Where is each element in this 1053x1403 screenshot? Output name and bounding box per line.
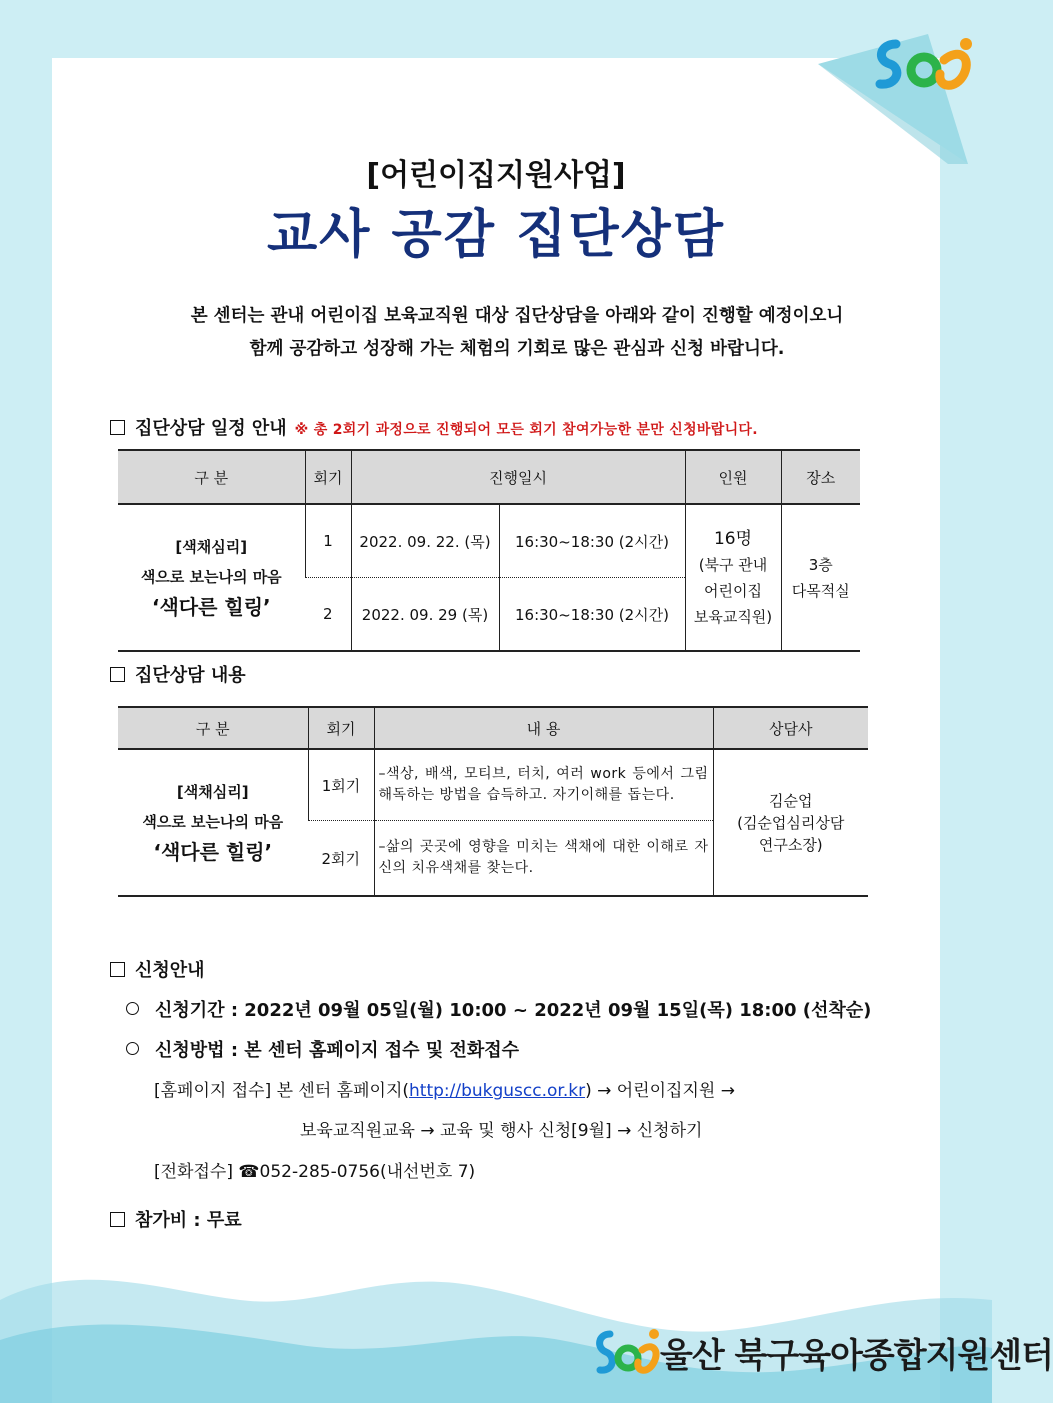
intro-text <box>0 300 1034 366</box>
apply-method <box>126 1036 519 1062</box>
schedule-heading <box>110 414 758 440</box>
intro-line-2: 함께 공감하고 성장해 가는 체험의 기회로 많은 관심과 신청 바랍니다. <box>249 339 785 359</box>
category-title: ‘색다른 힐링’ <box>153 839 273 864</box>
page-title: 교사 공감 집단상담 <box>266 205 726 265</box>
content-header-content: 내 용 <box>374 707 713 749</box>
session-1-date: 2022. 09. 22. (목) <box>351 504 499 578</box>
people-count: 16명 <box>713 528 753 549</box>
content-table <box>118 706 868 897</box>
checkbox-square-icon <box>110 420 125 435</box>
counselor-name: 김순업 <box>769 791 813 810</box>
apply-method-text: 신청방법 : 본 센터 홈페이지 접수 및 전화접수 <box>155 1040 520 1061</box>
category-subtitle: 색으로 보는나의 마음 <box>142 812 284 831</box>
content-header-category: 구 분 <box>118 707 308 749</box>
category-tag: [색채심리] <box>175 537 248 556</box>
schedule-header-datetime: 진행일시 <box>351 450 685 504</box>
schedule-note: ※ 총 2회기 과정으로 진행되어 모든 회기 참여가능한 분만 신청바랍니다. <box>294 422 758 438</box>
session-1-time: 16:30~18:30 (2시간) <box>499 504 685 578</box>
people-cell <box>685 504 781 651</box>
intro-line-1: 본 센터는 관내 어린이집 보육교직원 대상 집단상담을 아래와 같이 진행할 예정이오니 <box>190 306 844 326</box>
phone-number: 052-285-0756(내선번호 7) <box>259 1162 476 1182</box>
telephone-icon: ☎ <box>238 1162 260 1182</box>
session-2-date: 2022. 09. 29 (목) <box>351 578 499 652</box>
schedule-header-place: 장소 <box>781 450 860 504</box>
counselor-title-1: (김순업심리상담 <box>737 813 845 832</box>
apply-period-text: 신청기간 : 2022년 09월 05일(월) 10:00 ~ 2022년 09월 15일(목) 18:00 (선착순) <box>155 1000 872 1021</box>
schedule-heading-label: 집단상담 일정 안내 <box>135 418 287 439</box>
content-heading-label: 집단상담 내용 <box>135 665 246 686</box>
place-cell <box>781 504 860 651</box>
checkbox-square-icon <box>110 962 125 977</box>
checkbox-square-icon <box>110 667 125 682</box>
web-apply-suffix: ) → 어린이집지원 → <box>585 1081 735 1101</box>
category-title: ‘색다른 힐링’ <box>151 594 271 619</box>
place-room: 다목적실 <box>791 581 850 600</box>
fee-line <box>110 1206 242 1232</box>
counselor-title-2: 연구소장) <box>758 835 823 854</box>
people-detail-3: 보육교직원) <box>693 607 773 626</box>
session-1-number: 1 <box>305 504 351 578</box>
people-detail-1: (북구 관내 <box>698 555 768 574</box>
checkbox-square-icon <box>110 1212 125 1227</box>
center-logo-icon <box>868 30 978 102</box>
content-category-cell <box>118 749 308 896</box>
content-session-1: 1회기 <box>308 749 374 821</box>
schedule-category-cell <box>118 504 305 651</box>
web-apply-line-2: 보육교직원교육 → 교육 및 행사 신청[9월] → 신청하기 <box>300 1121 703 1141</box>
content-heading <box>110 661 246 687</box>
place-floor: 3층 <box>808 555 833 574</box>
schedule-header-category: 구 분 <box>118 450 305 504</box>
apply-period <box>126 996 871 1022</box>
phone-apply-line <box>154 1157 475 1182</box>
counselor-cell <box>713 749 868 896</box>
category-tag: [색채심리] <box>176 782 249 801</box>
content-header-counselor: 상담사 <box>713 707 868 749</box>
session-2-time: 16:30~18:30 (2시간) <box>499 578 685 652</box>
web-apply-line-1 <box>154 1076 735 1101</box>
circle-bullet-icon <box>126 1002 139 1015</box>
schedule-header-people: 인원 <box>685 450 781 504</box>
fee-text: 참가비 : 무료 <box>135 1210 242 1231</box>
web-apply-prefix: [홈페이지 접수] 본 센터 홈페이지( <box>154 1081 409 1101</box>
phone-apply-prefix: [전화접수] <box>154 1162 233 1182</box>
content-session-2: 2회기 <box>308 821 374 897</box>
schedule-table <box>118 449 860 652</box>
footer-org-name: 울산 북구육아종합지원센터 <box>660 1336 1053 1376</box>
schedule-header-session: 회기 <box>305 450 351 504</box>
content-header-session: 회기 <box>308 707 374 749</box>
apply-heading <box>110 956 205 982</box>
people-detail-2: 어린이집 <box>704 581 762 600</box>
content-session-2-text: –삶의 곳곳에 영향을 미치는 색채에 대한 이해로 자신의 치유색채를 찾는다. <box>374 821 713 897</box>
category-subtitle: 색으로 보는나의 마음 <box>140 567 282 586</box>
session-2-number: 2 <box>305 578 351 652</box>
page-subtitle: [어린이집지원사업] <box>366 158 626 193</box>
circle-bullet-icon <box>126 1042 139 1055</box>
homepage-link[interactable]: http://bukguscc.or.kr <box>409 1081 586 1101</box>
apply-heading-label: 신청안내 <box>135 960 205 981</box>
content-session-1-text: –색상, 배색, 모티브, 터치, 여러 work 등에서 그림 해독하는 방법을 습득하고. 자기이해를 돕는다. <box>374 749 713 821</box>
